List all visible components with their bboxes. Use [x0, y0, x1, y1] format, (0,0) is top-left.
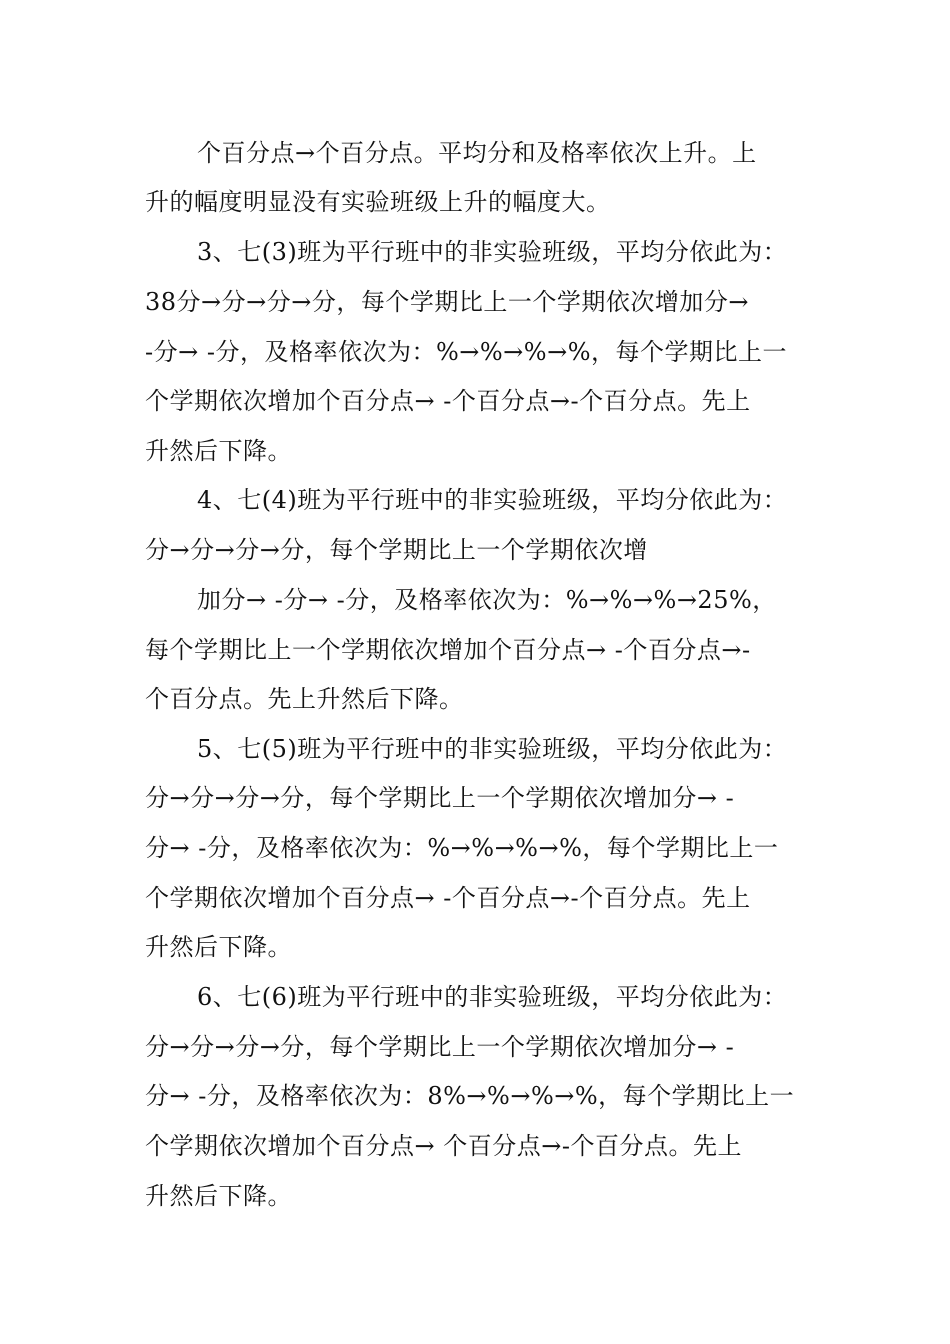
text-line: 个百分点→个百分点。平均分和及格率依次上升。上: [197, 139, 757, 167]
text-line: 分→分→分→分，每个学期比上一个学期依次增加分→ -: [145, 784, 735, 812]
text-line: 分→分→分→分，每个学期比上一个学期依次增: [145, 536, 648, 564]
text-line: 个学期依次增加个百分点→ -个百分点→-个百分点。先上: [145, 884, 751, 912]
paragraph-5-heading: 5、七(5)班为平行班中的非实验班级，平均分依此为：: [197, 735, 788, 763]
text-line: 升然后下降。: [145, 933, 292, 961]
text-line: 升然后下降。: [145, 437, 292, 465]
text-line: 分→ -分，及格率依次为：%→%→%→%，每个学期比上一: [145, 834, 779, 862]
text-line: 加分→ -分→ -分，及格率依次为：%→%→%→25%，: [197, 586, 777, 614]
paragraph-6-heading: 6、七(6)班为平行班中的非实验班级，平均分依此为：: [197, 983, 788, 1011]
text-line: 分→分→分→分，每个学期比上一个学期依次增加分→ -: [145, 1033, 735, 1061]
text-line: 个百分点。先上升然后下降。: [145, 685, 464, 713]
text-line: 升的幅度明显没有实验班级上升的幅度大。: [145, 188, 611, 216]
paragraph-4-heading: 4、七(4)班为平行班中的非实验班级，平均分依此为：: [197, 486, 788, 514]
text-line: 个学期依次增加个百分点→ -个百分点→-个百分点。先上: [145, 387, 751, 415]
text-line: 每个学期比上一个学期依次增加个百分点→ -个百分点→-: [145, 636, 751, 664]
text-line: 升然后下降。: [145, 1182, 292, 1210]
text-line: 分→ -分，及格率依次为：8%→%→%→%，每个学期比上一: [145, 1082, 795, 1110]
text-line: -分→ -分，及格率依次为：%→%→%→%，每个学期比上一: [145, 338, 788, 366]
paragraph-3-heading: 3、七(3)班为平行班中的非实验班级，平均分依此为：: [197, 238, 788, 266]
text-line: 38分→分→分→分，每个学期比上一个学期依次增加分→: [145, 288, 749, 316]
text-line: 个学期依次增加个百分点→ 个百分点→-个百分点。先上: [145, 1132, 742, 1160]
